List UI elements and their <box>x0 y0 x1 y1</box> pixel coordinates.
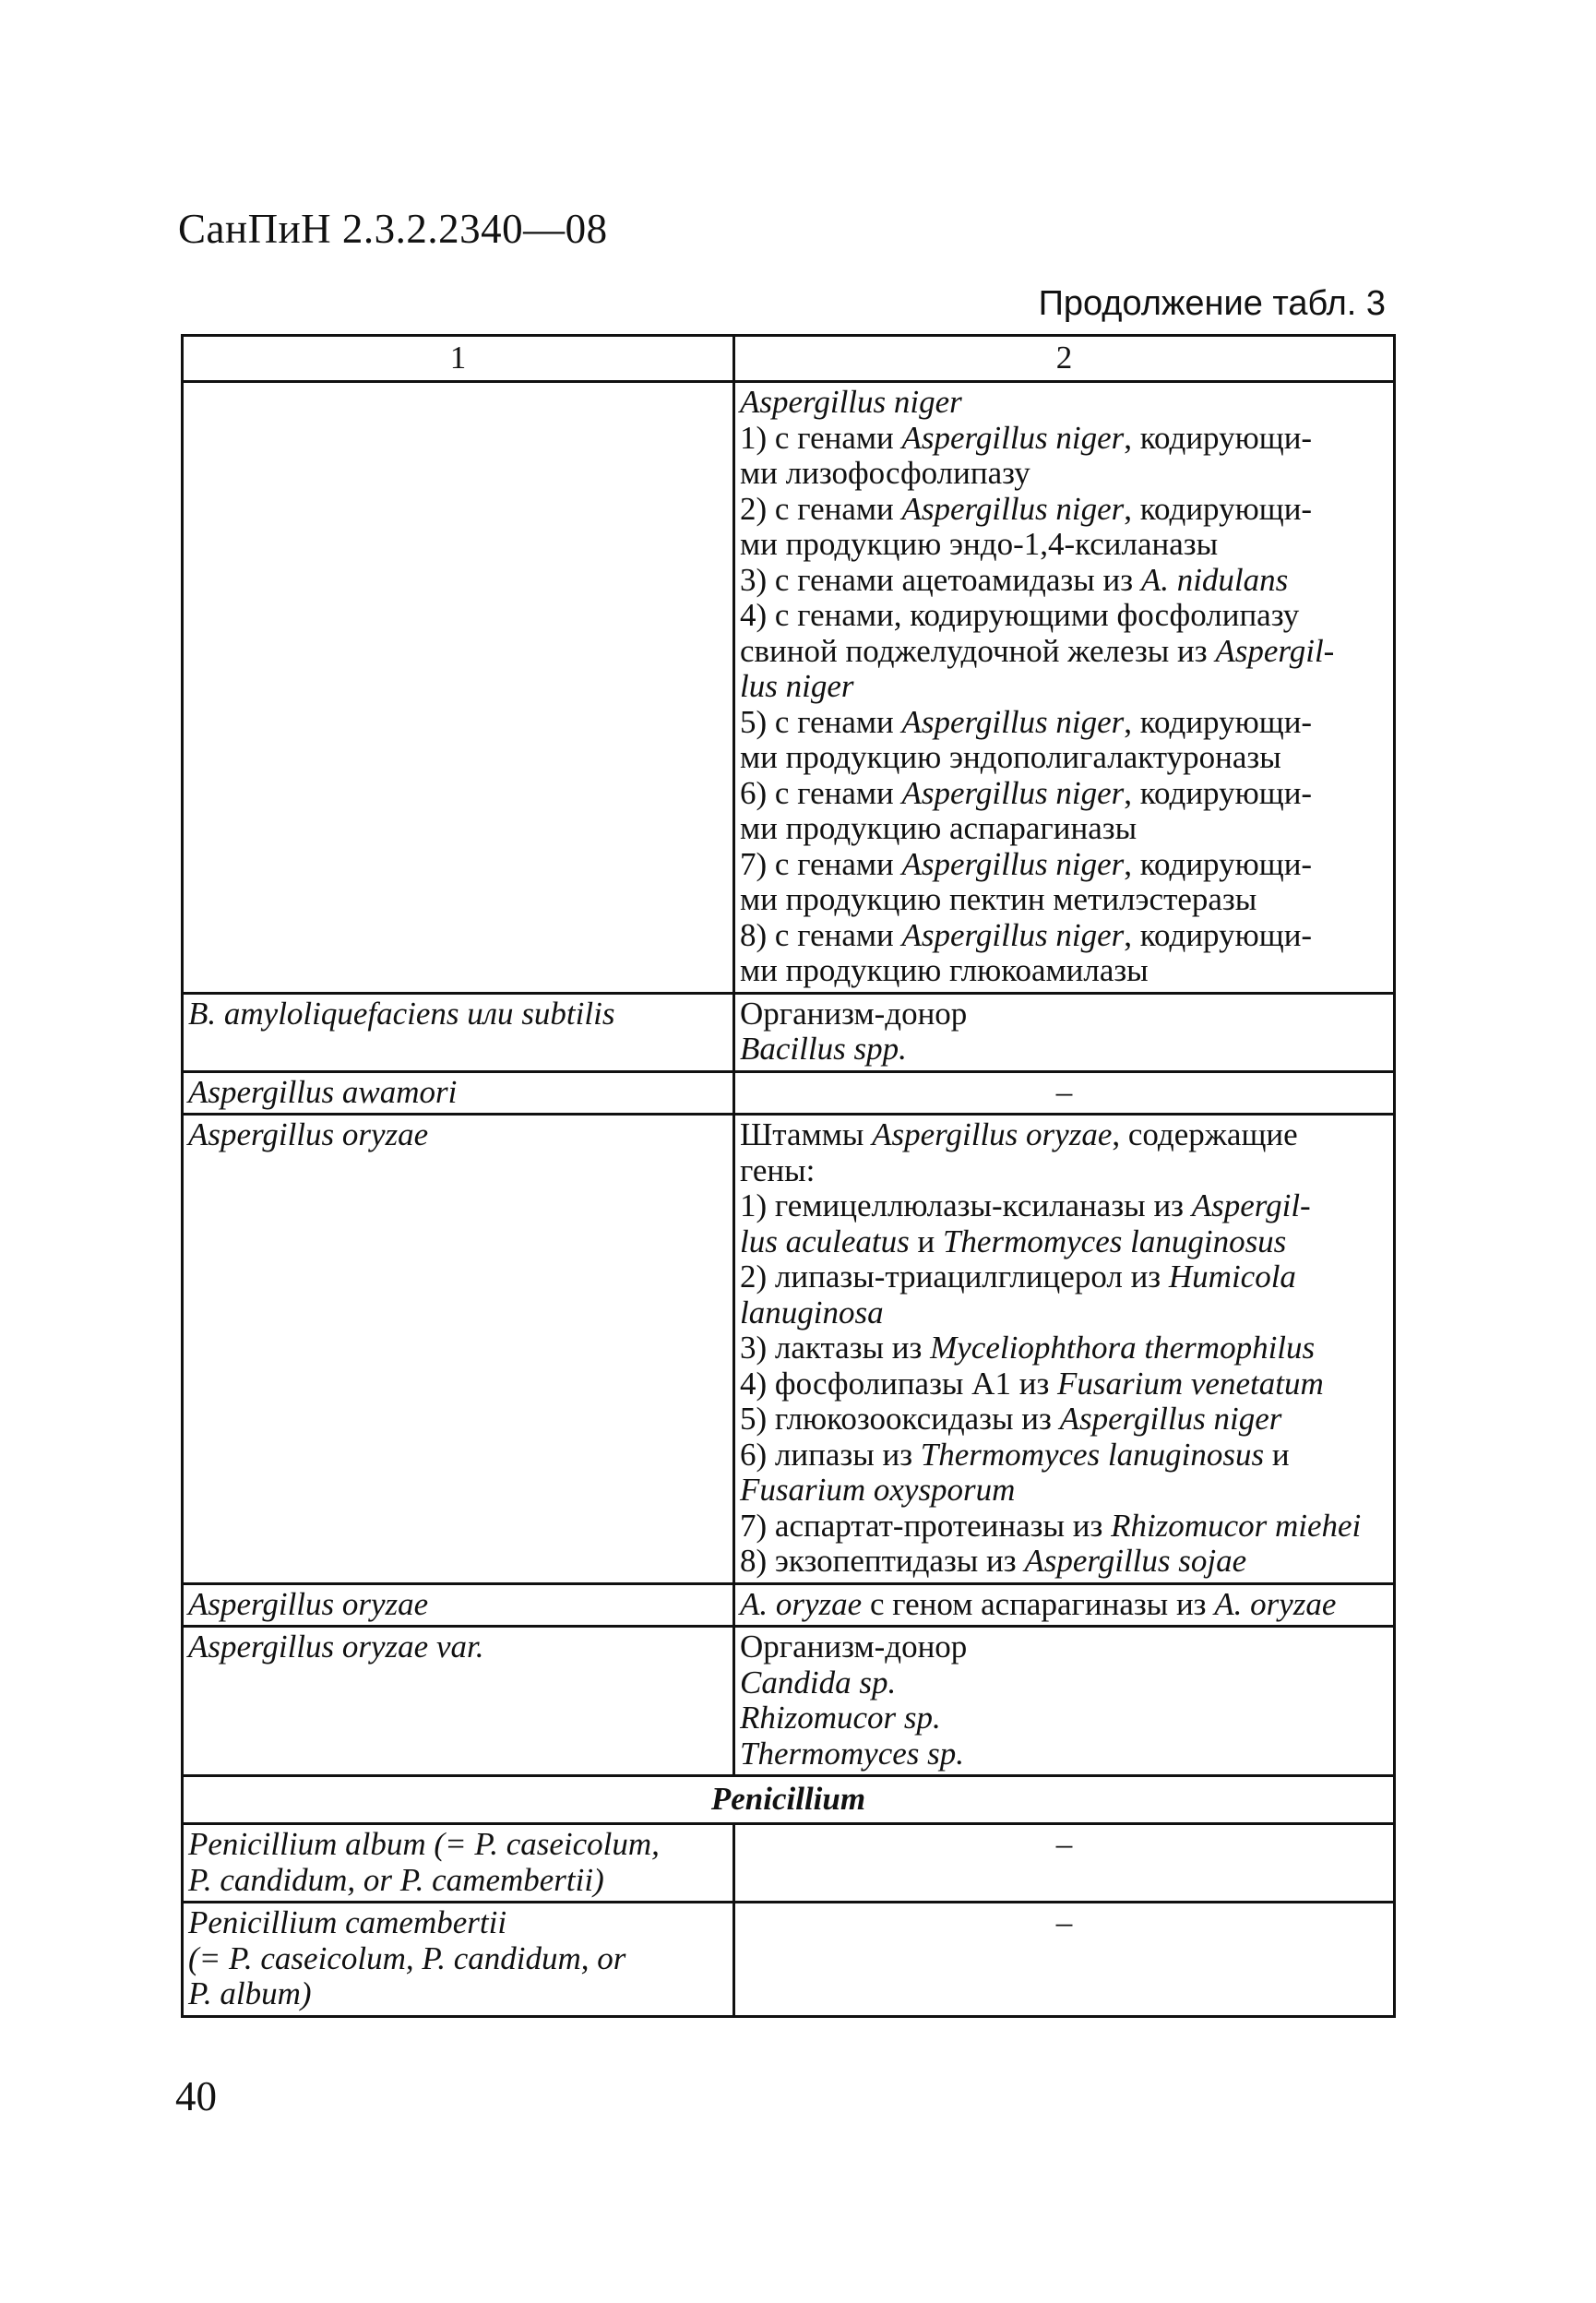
text-line <box>740 776 1388 812</box>
italic-term: Candida sp. <box>740 1664 897 1700</box>
text-segment: 4) фосфолипазы A1 из <box>740 1365 1058 1402</box>
text-line <box>740 1544 1388 1580</box>
text-line <box>740 1736 1388 1772</box>
species-line: (= P. caseicolum, P. candidum, or <box>188 1939 626 1976</box>
text-segment: , кодирующи- <box>1124 845 1313 882</box>
text-line <box>740 1259 1388 1295</box>
italic-term: Aspergillus niger <box>901 845 1125 882</box>
text-segment: 1) гемицеллюлазы-ксиланазы из <box>740 1187 1192 1223</box>
text-segment: ми продукцию эндополигалактуроназы <box>740 739 1281 775</box>
table-row <box>183 1903 1395 2017</box>
row1-col1 <box>183 382 734 994</box>
text-segment: ми продукцию пектин метилэстеразы <box>740 881 1257 917</box>
text-segment: 3) с генами ацетоамидазы из <box>740 561 1141 598</box>
text-segment: 2) с генами <box>740 490 902 527</box>
text-line <box>740 996 1388 1032</box>
row4-col1: Aspergillus oryzae <box>183 1115 734 1584</box>
row2-col2 <box>734 993 1395 1071</box>
row1-col2 <box>734 382 1395 994</box>
italic-term: lanuginosa <box>740 1294 884 1330</box>
text-line <box>740 847 1388 883</box>
table-row <box>183 1583 1395 1627</box>
text-segment: , содержащие <box>1112 1116 1298 1152</box>
table-row <box>183 993 1395 1071</box>
italic-term: Aspergillus oryzae <box>872 1116 1113 1152</box>
text-segment: 5) глюкозооксидазы из <box>740 1401 1060 1437</box>
italic-term: Rhizomucor miehei <box>1111 1507 1362 1544</box>
text-segment: Организм-донор <box>740 1629 968 1665</box>
table-row <box>183 1115 1395 1584</box>
text-line <box>740 953 1388 989</box>
table-caption: Продолжение табл. 3 <box>1038 284 1386 323</box>
text-segment: , кодирующи- <box>1124 490 1313 527</box>
text-segment: 7) аспартат-протеиназы из <box>740 1507 1112 1544</box>
text-line <box>740 598 1388 634</box>
italic-term: Aspergillus niger <box>901 774 1125 811</box>
text-line <box>740 1224 1388 1260</box>
italic-term: A. nidulans <box>1140 561 1289 598</box>
row7-col1 <box>183 1824 734 1903</box>
text-line <box>740 669 1388 705</box>
conjunction-text: или <box>467 995 514 1032</box>
text-line <box>740 492 1388 528</box>
text-segment: и <box>1264 1436 1290 1473</box>
italic-term: Aspergillus niger <box>901 703 1125 740</box>
text-line <box>740 1366 1388 1402</box>
text-line <box>740 1188 1388 1224</box>
text-segment: , кодирующи- <box>1124 703 1313 740</box>
text-segment: 1) с генами <box>740 419 902 456</box>
text-segment: свиной поджелудочной железы из <box>740 632 1216 669</box>
text-line <box>740 563 1388 599</box>
species-text: subtilis <box>513 995 615 1032</box>
text-line <box>740 1402 1388 1438</box>
species-line: P. album) <box>188 1975 312 2011</box>
section-row <box>183 1776 1395 1824</box>
italic-term: Aspergillus niger <box>740 384 962 420</box>
species-line: Penicillium camembertii <box>188 1904 507 1940</box>
italic-term: Thermomyces lanuginosus <box>942 1223 1287 1259</box>
text-segment: ми продукцию глюкоамилазы <box>740 952 1149 988</box>
italic-term: Myceliophthora thermophilus <box>930 1330 1316 1366</box>
species-table <box>181 334 1396 2018</box>
text-line <box>740 1295 1388 1331</box>
italic-term: Bacillus spp. <box>740 1031 907 1067</box>
italic-term: lus niger <box>740 668 854 704</box>
row3-col2: – <box>734 1071 1395 1115</box>
text-segment: ми продукцию аспарагиназы <box>740 810 1137 846</box>
text-line <box>740 1438 1388 1474</box>
header-col-2: 2 <box>734 336 1395 382</box>
italic-term: Fusarium oxysporum <box>740 1472 1016 1508</box>
text-segment: 4) с генами, кодирующими фосфолипазу <box>740 597 1300 633</box>
table-row <box>183 1824 1395 1903</box>
italic-term: A. oryzae <box>740 1585 863 1622</box>
species-line: Penicillium album (= P. caseicolum, <box>188 1826 660 1862</box>
text-segment: 8) с генами <box>740 916 902 953</box>
text-segment: гены: <box>740 1152 816 1188</box>
italic-term: Thermomyces lanuginosus <box>920 1436 1265 1473</box>
text-segment: Организм-донор <box>740 995 968 1032</box>
italic-term: Aspergillus niger <box>901 490 1125 527</box>
row5-col2 <box>734 1583 1395 1627</box>
text-segment: , кодирующи- <box>1124 916 1313 953</box>
text-line <box>740 1629 1388 1665</box>
row7-col2: – <box>734 1824 1395 1903</box>
row3-col1: Aspergillus awamori <box>183 1071 734 1115</box>
text-line <box>740 1665 1388 1701</box>
text-line <box>740 385 1388 421</box>
table-header-row <box>183 336 1395 382</box>
italic-term: Aspergillus niger <box>1059 1401 1282 1437</box>
text-line <box>740 634 1388 670</box>
row4-col2 <box>734 1115 1395 1584</box>
text-line <box>740 1473 1388 1509</box>
text-segment: Штаммы <box>740 1116 873 1152</box>
italic-term: Aspergillus niger <box>901 419 1125 456</box>
table-row <box>183 1627 1395 1776</box>
text-segment: , кодирующи- <box>1124 419 1313 456</box>
italic-term: Humicola <box>1168 1259 1296 1295</box>
section-title-penicillium: Penicillium <box>183 1776 1395 1824</box>
text-segment: и <box>909 1223 943 1259</box>
text-segment: 5) с генами <box>740 703 902 740</box>
row6-col2 <box>734 1627 1395 1776</box>
text-segment: с геном аспарагиназы из <box>862 1585 1215 1622</box>
italic-term: A. oryzae <box>1214 1585 1337 1622</box>
text-segment: 2) липазы-триацилглицерол из <box>740 1259 1169 1295</box>
text-line <box>740 811 1388 847</box>
text-segment: ми лизофосфолипазу <box>740 455 1030 491</box>
italic-term: Rhizomucor sp. <box>740 1700 941 1736</box>
text-line <box>740 1032 1388 1068</box>
text-line <box>740 918 1388 954</box>
italic-term: Fusarium venetatum <box>1057 1365 1324 1402</box>
text-segment: ми продукцию эндо-1,4-ксиланазы <box>740 526 1219 562</box>
table-row <box>183 382 1395 994</box>
row8-col2: – <box>734 1903 1395 2017</box>
text-segment: 6) липазы из <box>740 1436 921 1473</box>
table-row <box>183 1071 1395 1115</box>
text-line <box>740 1509 1388 1545</box>
italic-term: Thermomyces sp. <box>740 1735 965 1772</box>
text-segment: 8) экзопептидазы из <box>740 1543 1025 1579</box>
text-line <box>740 1330 1388 1366</box>
page-number: 40 <box>175 2073 217 2119</box>
row2-col1 <box>183 993 734 1071</box>
text-line <box>740 421 1388 457</box>
row5-col1: Aspergillus oryzae <box>183 1583 734 1627</box>
document-header: СанПиН 2.3.2.2340—08 <box>178 206 608 252</box>
text-segment: , кодирующи- <box>1124 774 1313 811</box>
italic-term: Aspergillus niger <box>901 916 1125 953</box>
text-segment: 6) с генами <box>740 774 902 811</box>
italic-term: Aspergil- <box>1215 632 1335 669</box>
text-line <box>740 740 1388 776</box>
header-col-1: 1 <box>183 336 734 382</box>
text-line <box>740 456 1388 492</box>
italic-term: Aspergillus sojae <box>1024 1543 1247 1579</box>
text-line <box>740 1117 1388 1153</box>
text-line <box>740 1700 1388 1736</box>
row6-col1: Aspergillus oryzae var. <box>183 1627 734 1776</box>
species-line: P. candidum, or P. camembertii) <box>188 1861 604 1898</box>
row8-col1 <box>183 1903 734 2017</box>
text-line <box>740 527 1388 563</box>
species-text: B. amyloliquefaciens <box>188 995 468 1032</box>
text-line <box>740 882 1388 918</box>
text-line <box>740 705 1388 741</box>
text-line <box>740 1153 1388 1189</box>
italic-term: Aspergil- <box>1191 1187 1311 1223</box>
text-segment: 3) лактазы из <box>740 1330 931 1366</box>
text-line <box>740 1587 1388 1623</box>
italic-term: lus aculeatus <box>740 1223 910 1259</box>
text-segment: 7) с генами <box>740 845 902 882</box>
